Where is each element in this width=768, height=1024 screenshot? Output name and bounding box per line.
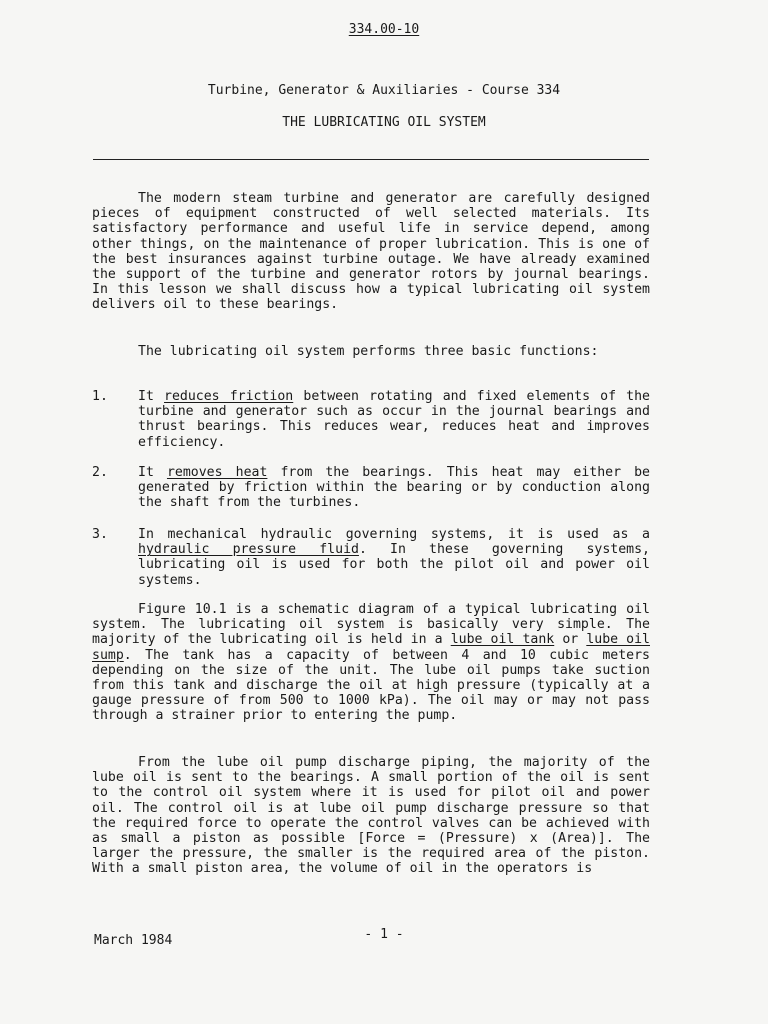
function-number: 2. [92, 465, 108, 480]
lesson-title: THE LUBRICATING OIL SYSTEM [282, 115, 486, 130]
underlined-term: hydraulic pressure fluid [138, 542, 359, 558]
function-item-2 [92, 465, 650, 511]
function-text: In mechanical hydraulic governing systems, it is used as a hydraulic pressure fluid. In these governing systems, lubricating oil is used for both the pilot oil and power oil systems. [138, 527, 650, 588]
function-number: 3. [92, 527, 108, 542]
underlined-term: reduces friction [164, 389, 294, 404]
footer-date: March 1984 [94, 933, 173, 948]
function-text: It removes heat from the bearings. This heat may either be generated by friction within the bearing or by conduction along the shaft from the turbines. [138, 465, 650, 511]
page-number: - 1 - [364, 927, 404, 942]
intro-paragraph: The modern steam turbine and generator are carefully designed pieces of equipment constructed of well selected materials. Its satisfactory performance and useful life in service depend, among other things, on the maintenance of proper lubrication. This is one of the best insurances against turbine outage. We have already examined the support of the turbine and generator rotors by journal bearings. In this lesson we shall discuss how a typical lubricating oil system delivers oil to these bearings. [92, 191, 650, 313]
function-number: 1. [92, 389, 108, 404]
underlined-term: lube oil tank [450, 632, 555, 648]
figure-description-paragraph: Figure 10.1 is a schematic diagram of a typical lubricating oil system. The lubricating oil system is basically very simple. The majority of the lubricating oil is held in a lube oil tank or lube oil sump. The tank has a capacity of between 4 and 10 cubic meters depending on the size of the unit. The lube oil pumps take suction from this tank and discharge the oil at high pressure (typically at a gauge pressure of from 500 to 1000 kPa). The oil may or may not pass through a strainer prior to entering the pump. [92, 602, 650, 724]
title-divider [93, 159, 649, 160]
functions-intro-paragraph: The lubricating oil system performs three basic functions: [138, 344, 599, 359]
function-text: It reduces friction between rotating and fixed elements of the turbine and generator such as occur in the journal bearings and thrust bearings. This reduces wear, reduces heat and improves efficiency. [138, 389, 650, 450]
control-oil-paragraph: From the lube oil pump discharge piping, the majority of the lube oil is sent to the bearings. A small portion of the oil is sent to the control oil system where it is used for pilot oil and power oil. The control oil is at lube oil pump discharge pressure so that the required force to operate the control valves can be achieved with as small a piston as possible [Force = (Pressure) x (Area)]. The larger the pressure, the smaller is the required area of the piston. With a small piston area, the volume of oil in the operators is [92, 755, 650, 877]
course-heading: Turbine, Generator & Auxiliaries - Course 334 [207, 83, 561, 98]
function-item-3 [92, 527, 650, 588]
document-number: 334.00-10 [348, 22, 420, 37]
function-item-1 [92, 389, 650, 450]
underlined-term: removes heat [166, 465, 268, 480]
underlined-term: lube oil sump [92, 632, 650, 663]
